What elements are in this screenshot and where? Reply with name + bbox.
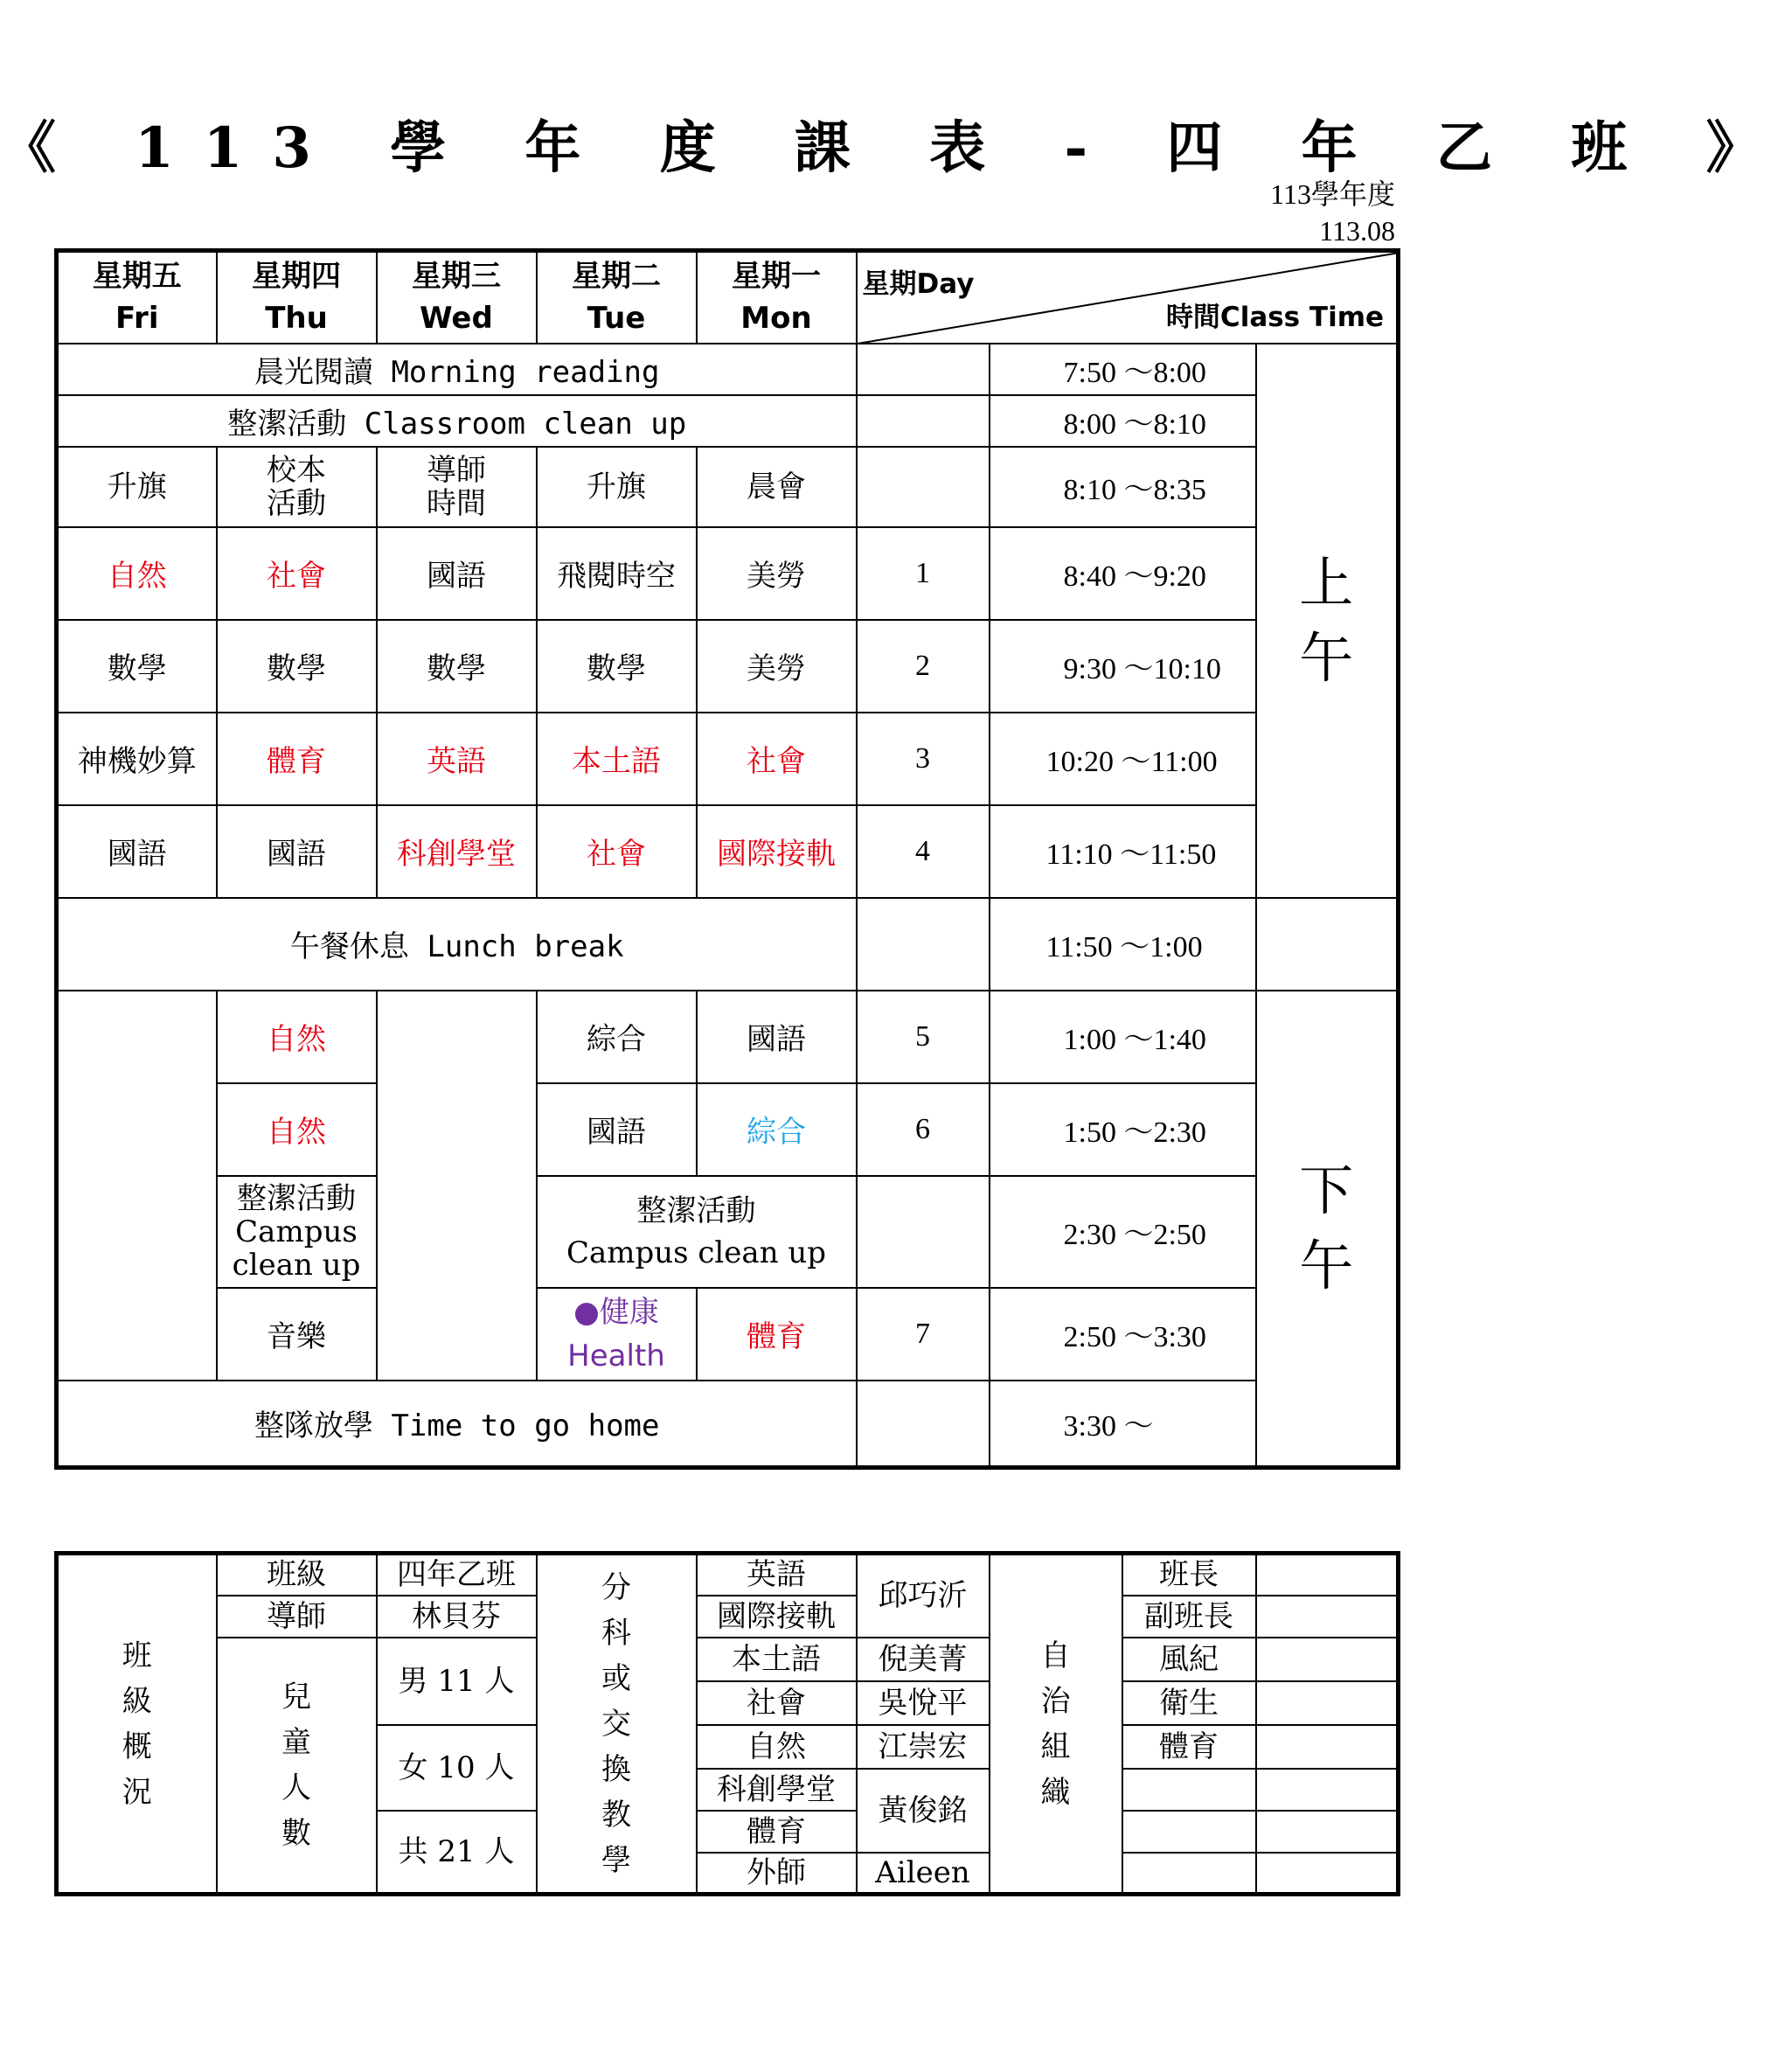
cell-mon: 國際接軌: [697, 805, 857, 898]
cell-tue: 綜合: [537, 991, 697, 1083]
teacher-name: 黃俊銘: [857, 1769, 990, 1853]
period-7-row: [57, 1288, 1399, 1381]
cell-thu: 音樂: [217, 1288, 377, 1381]
period-number: 1: [857, 527, 990, 620]
period-2-row: [57, 620, 1399, 713]
afternoon-char-1: 下: [1299, 1158, 1354, 1222]
empty-cell: [857, 1176, 990, 1288]
subject-social: 社會: [697, 1681, 857, 1725]
assembly-row: [57, 447, 1399, 527]
subject-pe: 體育: [697, 1811, 857, 1853]
class-value: 四年乙班: [377, 1554, 537, 1596]
role-value: [1256, 1638, 1399, 1681]
cell-thu: 自然: [217, 1083, 377, 1176]
role-value: [1256, 1853, 1399, 1895]
cell-wed-afternoon-empty: [377, 991, 537, 1381]
cell-thu: 數學: [217, 620, 377, 713]
cell-mon: 晨會: [697, 447, 857, 527]
role-value: [1256, 1681, 1399, 1725]
morning-reading-label: 晨光閱讀 Morning reading: [57, 344, 857, 395]
lunch-row: [57, 898, 1399, 991]
time-cell: 11:10 ～11:50: [990, 805, 1256, 898]
class-info-table: [54, 1551, 1400, 1896]
cell-mon: 國語: [697, 991, 857, 1083]
period-6-row: [57, 1083, 1399, 1176]
go-home-row: [57, 1381, 1399, 1468]
cell-thu: 校本 活動: [217, 447, 377, 527]
cell-wed: 數學: [377, 620, 537, 713]
school-year: 113學年度: [1270, 178, 1395, 210]
time-cell: 1:50 ～2:30: [990, 1083, 1256, 1176]
role-label: 體育: [1122, 1725, 1256, 1769]
period-number: 5: [857, 991, 990, 1083]
role-label: 副班長: [1122, 1596, 1256, 1638]
boys-count: 男 11 人: [377, 1638, 537, 1725]
cell-tue: 本土語: [537, 713, 697, 805]
header-thu: 星期四 Thu: [217, 251, 377, 344]
page-title: 《 113 學 年 度 課 表 - 四 年 乙 班 》: [0, 115, 1792, 181]
cell-mon: 美勞: [697, 527, 857, 620]
time-cell: 8:00 ～8:10: [990, 395, 1256, 447]
morning-period-cell: [1256, 344, 1399, 898]
go-home-label: 整隊放學 Time to go home: [57, 1381, 857, 1468]
cell-wed: 科創學堂: [377, 805, 537, 898]
period-3-row: [57, 713, 1399, 805]
time-cell: 8:10 ～8:35: [990, 447, 1256, 527]
role-label: 班長: [1122, 1554, 1256, 1596]
empty-cell: [857, 344, 990, 395]
teacher-label: 導師: [217, 1596, 377, 1638]
cell-wed: 導師 時間: [377, 447, 537, 527]
role-label: 風紀: [1122, 1638, 1256, 1681]
header-mon: 星期一 Mon: [697, 251, 857, 344]
cell-tue: ●健康 Health: [537, 1288, 697, 1381]
cell-mon: 美勞: [697, 620, 857, 713]
header-tue: 星期二 Tue: [537, 251, 697, 344]
role-value: [1256, 1554, 1399, 1596]
campus-clean-row: [57, 1176, 1399, 1288]
role-value: [1256, 1725, 1399, 1769]
cell-wed: 英語: [377, 713, 537, 805]
period-number: 6: [857, 1083, 990, 1176]
time-cell: 2:50 ～3:30: [990, 1288, 1256, 1381]
time-label: 時間Class Time: [1165, 301, 1385, 333]
cell-fri: 數學: [57, 620, 217, 713]
time-cell: 1:00 ～1:40: [990, 991, 1256, 1083]
time-cell: 11:50 ～1:00: [990, 898, 1256, 991]
cell-fri: 國語: [57, 805, 217, 898]
class-overview-heading: 班 級 概 況: [57, 1554, 217, 1895]
role-value: [1256, 1811, 1399, 1853]
period-1-row: [57, 527, 1399, 620]
role-label: 衛生: [1122, 1681, 1256, 1725]
cell-fri: 升旗: [57, 447, 217, 527]
period-4-row: [57, 805, 1399, 898]
empty-cell: [857, 1381, 990, 1468]
subject-tech: 科創學堂: [697, 1769, 857, 1811]
teacher-name: Aileen: [857, 1853, 990, 1895]
classroom-clean-row: [57, 395, 1399, 447]
role-label: [1122, 1853, 1256, 1895]
period-number: 4: [857, 805, 990, 898]
teacher-name: 江崇宏: [857, 1725, 990, 1769]
subject-foreign: 外師: [697, 1853, 857, 1895]
lunch-label: 午餐休息 Lunch break: [57, 898, 857, 991]
time-cell: 10:20 ～11:00: [990, 713, 1256, 805]
afternoon-period-cell: [1256, 991, 1399, 1468]
class-label: 班級: [217, 1554, 377, 1596]
period-5-row: [57, 991, 1399, 1083]
cell-thu: 國語: [217, 805, 377, 898]
afternoon-char-2: 午: [1299, 1233, 1354, 1297]
role-value: [1256, 1596, 1399, 1638]
teacher-value: 林貝芬: [377, 1596, 537, 1638]
cell-tue: 社會: [537, 805, 697, 898]
cell-mon: 社會: [697, 713, 857, 805]
time-cell: 3:30 ～: [990, 1381, 1256, 1468]
cell-thu: 社會: [217, 527, 377, 620]
header-row: [57, 251, 1399, 344]
cell-tue: 飛閱時空: [537, 527, 697, 620]
role-value: [1256, 1769, 1399, 1811]
cell-tue: 升旗: [537, 447, 697, 527]
role-label: [1122, 1811, 1256, 1853]
subject-science: 自然: [697, 1725, 857, 1769]
subject-native: 本土語: [697, 1638, 857, 1681]
subject-international: 國際接軌: [697, 1596, 857, 1638]
morning-char-2: 午: [1299, 625, 1354, 690]
role-label: [1122, 1769, 1256, 1811]
empty-cell: [857, 898, 990, 991]
empty-cell: [857, 395, 990, 447]
cell-mon: 體育: [697, 1288, 857, 1381]
document-date: 113.08: [1319, 215, 1395, 247]
period-number: 3: [857, 713, 990, 805]
girls-count: 女 10 人: [377, 1725, 537, 1811]
subject-english: 英語: [697, 1554, 857, 1596]
schedule-table: [54, 248, 1400, 1470]
day-label: 星期Day: [862, 268, 975, 300]
time-cell: 9:30 ～10:10: [990, 620, 1256, 713]
cell-wed: 國語: [377, 527, 537, 620]
cell-tue: 數學: [537, 620, 697, 713]
morning-char-1: 上: [1299, 550, 1354, 615]
cell-fri: 自然: [57, 527, 217, 620]
teacher-name: 吳悅平: [857, 1681, 990, 1725]
classroom-clean-label: 整潔活動 Classroom clean up: [57, 395, 857, 447]
empty-cell: [857, 447, 990, 527]
self-governance-heading: 自 治 組 織: [990, 1554, 1122, 1895]
time-cell: 7:50 ～8:00: [990, 344, 1256, 395]
empty-cell: [1256, 898, 1399, 991]
header-diagonal-cell: [857, 251, 1399, 344]
header-fri: 星期五 Fri: [57, 251, 217, 344]
cell-fri-afternoon-empty: [57, 991, 217, 1381]
period-number: 2: [857, 620, 990, 713]
teacher-name: 倪美菁: [857, 1638, 990, 1681]
cell-thu: 整潔活動 Campus clean up: [217, 1176, 377, 1288]
time-cell: 8:40 ～9:20: [990, 527, 1256, 620]
cell-thu: 體育: [217, 713, 377, 805]
cell-tue: 國語: [537, 1083, 697, 1176]
cell-thu: 自然: [217, 991, 377, 1083]
cell-tue-mon: 整潔活動 Campus clean up: [537, 1176, 857, 1288]
cell-fri: 神機妙算: [57, 713, 217, 805]
time-cell: 2:30 ～2:50: [990, 1176, 1256, 1288]
period-number: 7: [857, 1288, 990, 1381]
student-count-heading: 兒 童 人 數: [217, 1638, 377, 1895]
teacher-name: 邱巧沂: [857, 1554, 990, 1638]
cell-mon: 綜合: [697, 1083, 857, 1176]
morning-reading-row: [57, 344, 1399, 395]
header-wed: 星期三 Wed: [377, 251, 537, 344]
subject-teaching-heading: 分 科 或 交 換 教 學: [537, 1554, 697, 1895]
total-count: 共 21 人: [377, 1811, 537, 1895]
